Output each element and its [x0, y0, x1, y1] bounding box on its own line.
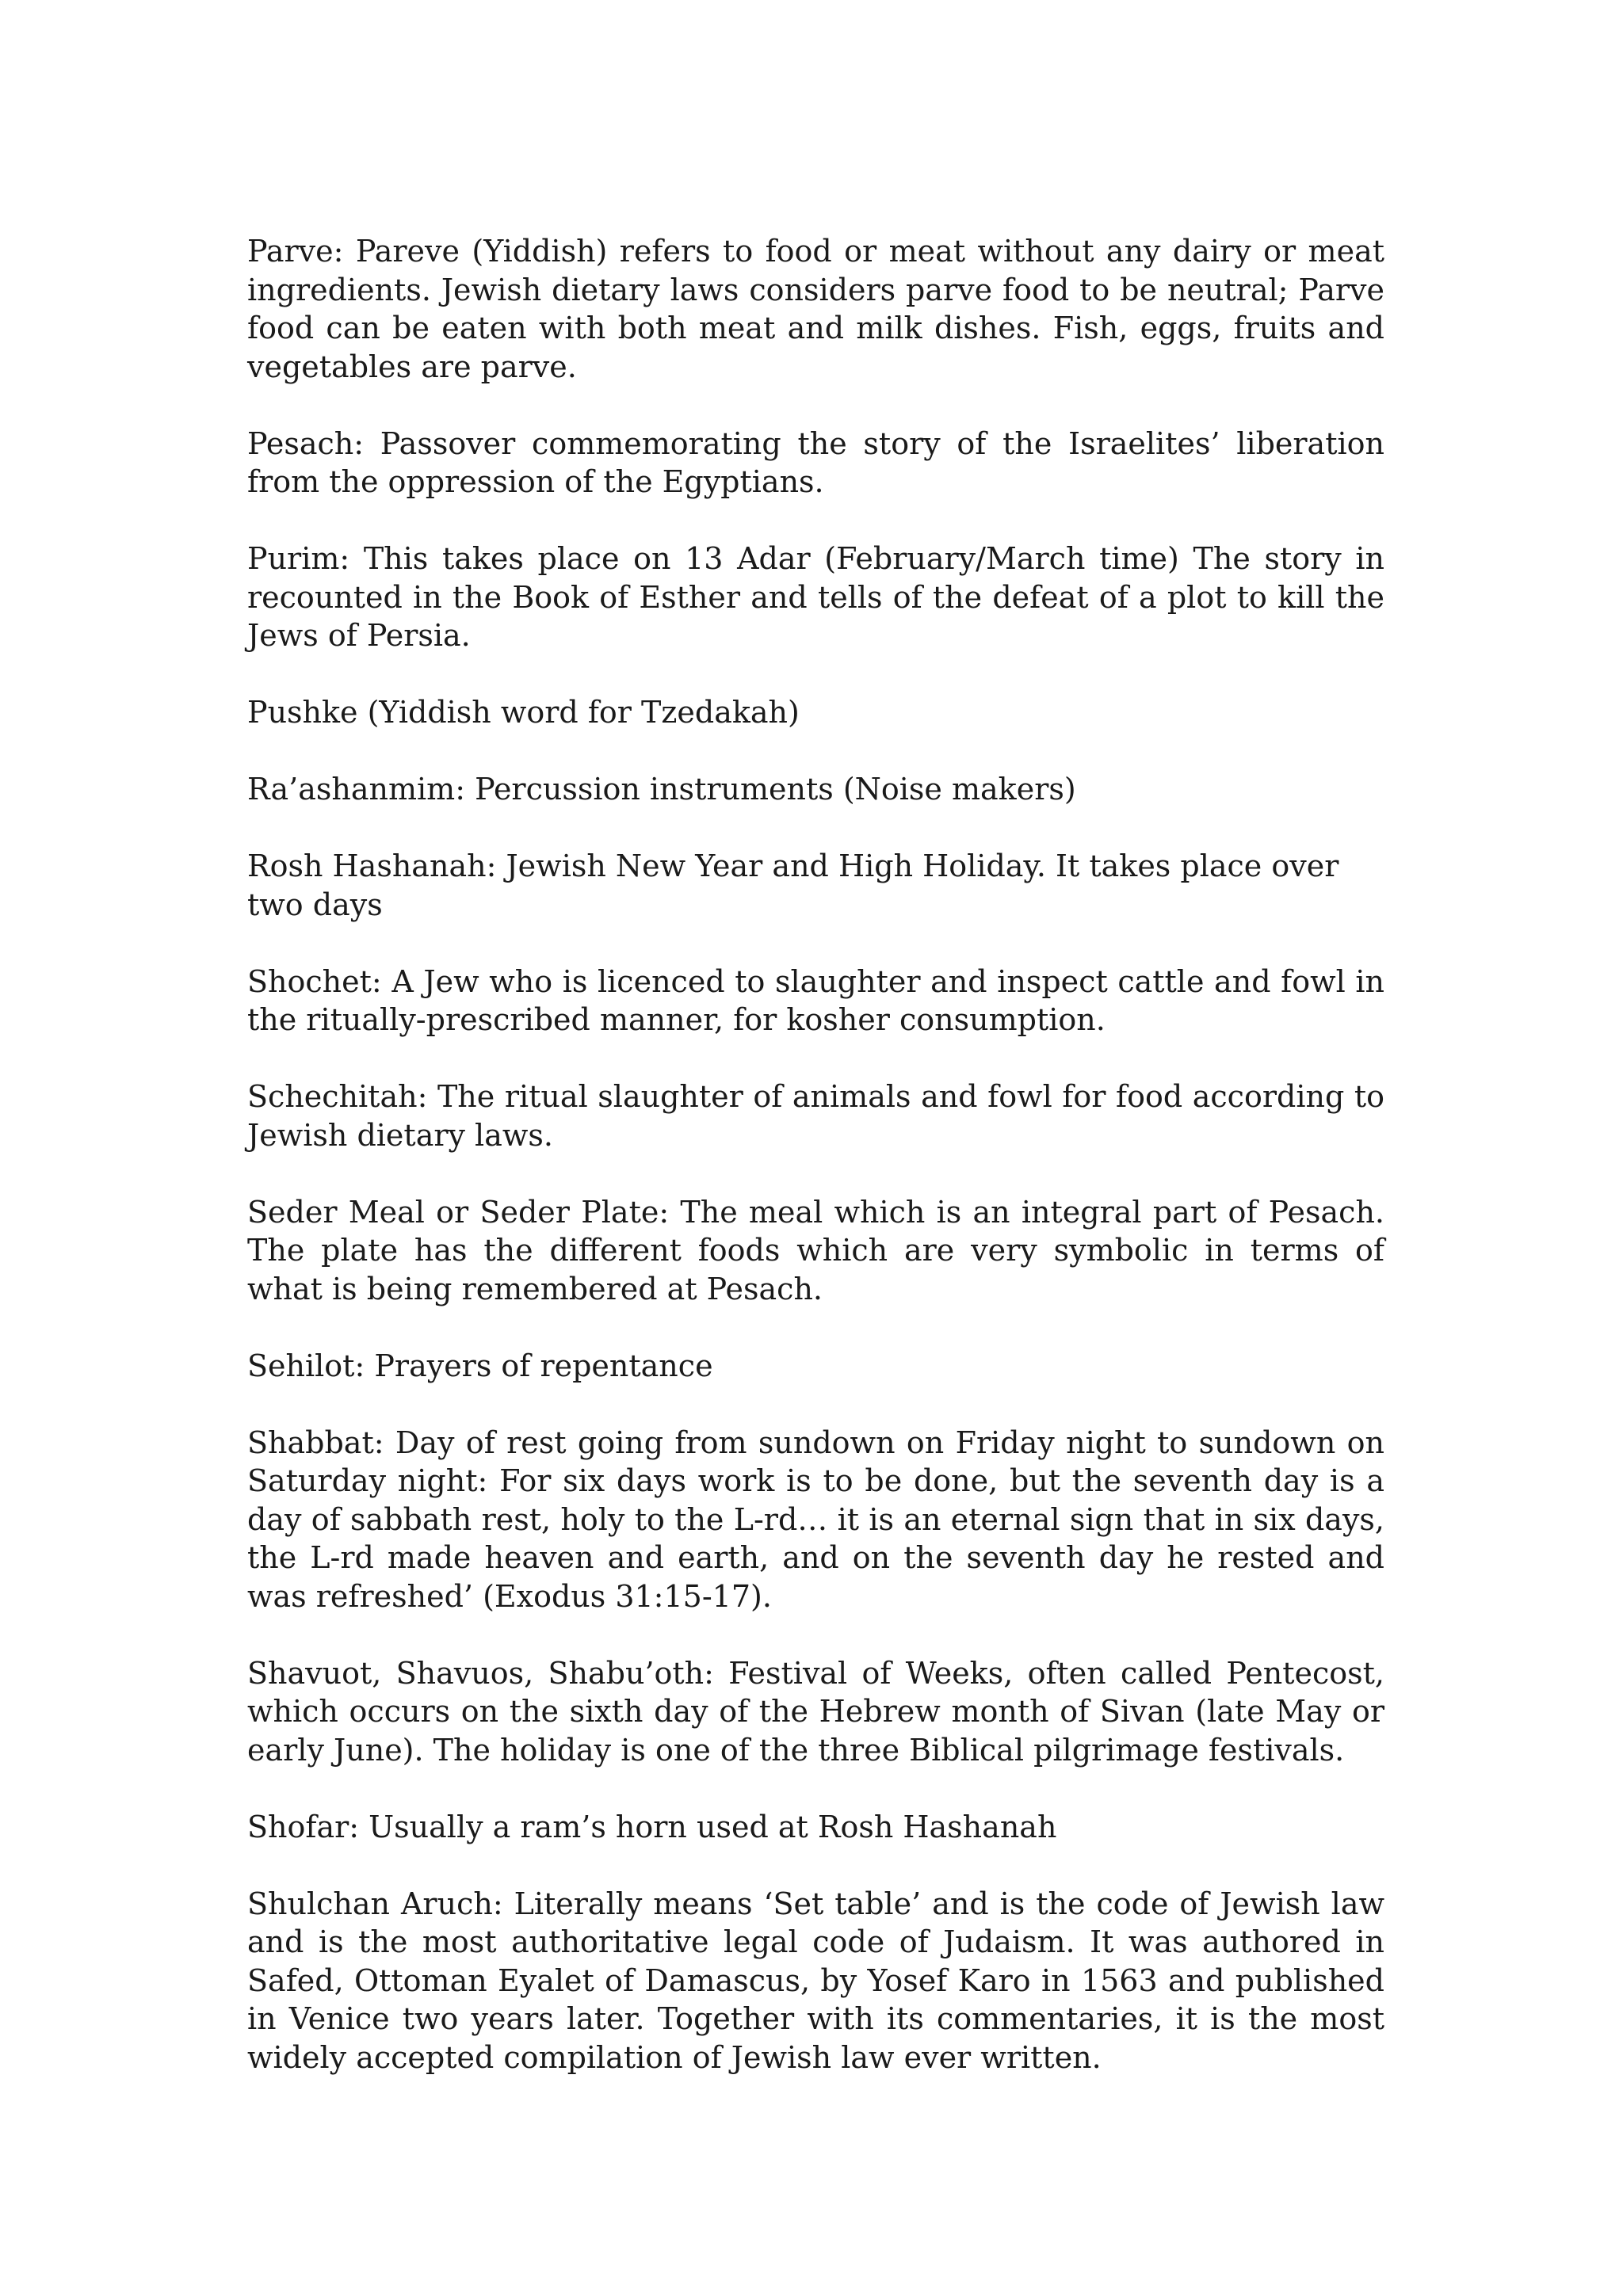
glossary-entry-shavuot: Shavuot, Shavuos, Shabu’oth: Festival of Weeks, often called Pentecost, which occurs on the sixth day of the Hebrew month of Sivan (late May or early June). The holiday is one of the three Biblical pilgrimage festivals. [247, 1655, 1384, 1768]
glossary-entry-pesach: Pesach: Passover commemorating the story of the Israelites’ liberation from the oppression of the Egyptians. [247, 425, 1384, 499]
glossary-entry-schechitah: Schechitah: The ritual slaughter of animals and fowl for food according to Jewish dietary laws. [247, 1079, 1384, 1153]
glossary-list [247, 232, 1384, 2115]
glossary-entry-seder: Seder Meal or Seder Plate: The meal which is an integral part of Pesach. The plate has the different foods which are very symbolic in terms of what is being remembered at Pesach. [247, 1194, 1384, 1306]
glossary-entry-rosh-hashanah: Rosh Hashanah: Jewish New Year and High Holiday. It takes place over two days [247, 849, 1339, 922]
glossary-entry-purim: Purim: This takes place on 13 Adar (February/March time) The story in recounted in the Book of Esther and tells of the defeat of a plot to kill the Jews of Persia. [247, 541, 1384, 653]
glossary-entry-parve: Parve: Pareve (Yiddish) refers to food or meat without any dairy or meat ingredients. Jewish dietary laws considers parve food to be neutral; Parve food can be eaten with both meat and milk dishes. Fish, eggs, fruits and vegetables are parve. [247, 234, 1384, 384]
glossary-entry-shofar: Shofar: Usually a ram’s horn used at Rosh Hashanah [247, 1809, 1057, 1844]
glossary-entry-sehilot: Sehilot: Prayers of repentance [247, 1348, 713, 1383]
glossary-entry-shulchan-aruch: Shulchan Aruch: Literally means ‘Set table’ and is the code of Jewish law and is the most authoritative legal code of Judaism. It was authored in Safed, Ottoman Eyalet of Damascus, by Yosef Karo in 1563 and published in Venice two years later. Together with its commentaries, it is the most widely accepted compilation of Jewish law ever written. [247, 1886, 1384, 2075]
glossary-entry-raashanmim: Ra’ashanmim: Percussion instruments (Noise makers) [247, 772, 1076, 807]
glossary-entry-shochet: Shochet: A Jew who is licenced to slaughter and inspect cattle and fowl in the ritually-prescribed manner, for kosher consumption. [247, 963, 1384, 1037]
glossary-entry-pushke: Pushke (Yiddish word for Tzedakah) [247, 695, 800, 730]
glossary-entry-shabbat: Shabbat: Day of rest going from sundown on Friday night to sundown on Saturday night: For six days work is to be done, but the seventh day is a day of sabbath rest, holy to the L-rd… it is an eternal sign that in six days, the L-rd made heaven and earth, and on the seventh day he rested and was refreshed’ (Exodus 31:15-17). [247, 1425, 1384, 1614]
